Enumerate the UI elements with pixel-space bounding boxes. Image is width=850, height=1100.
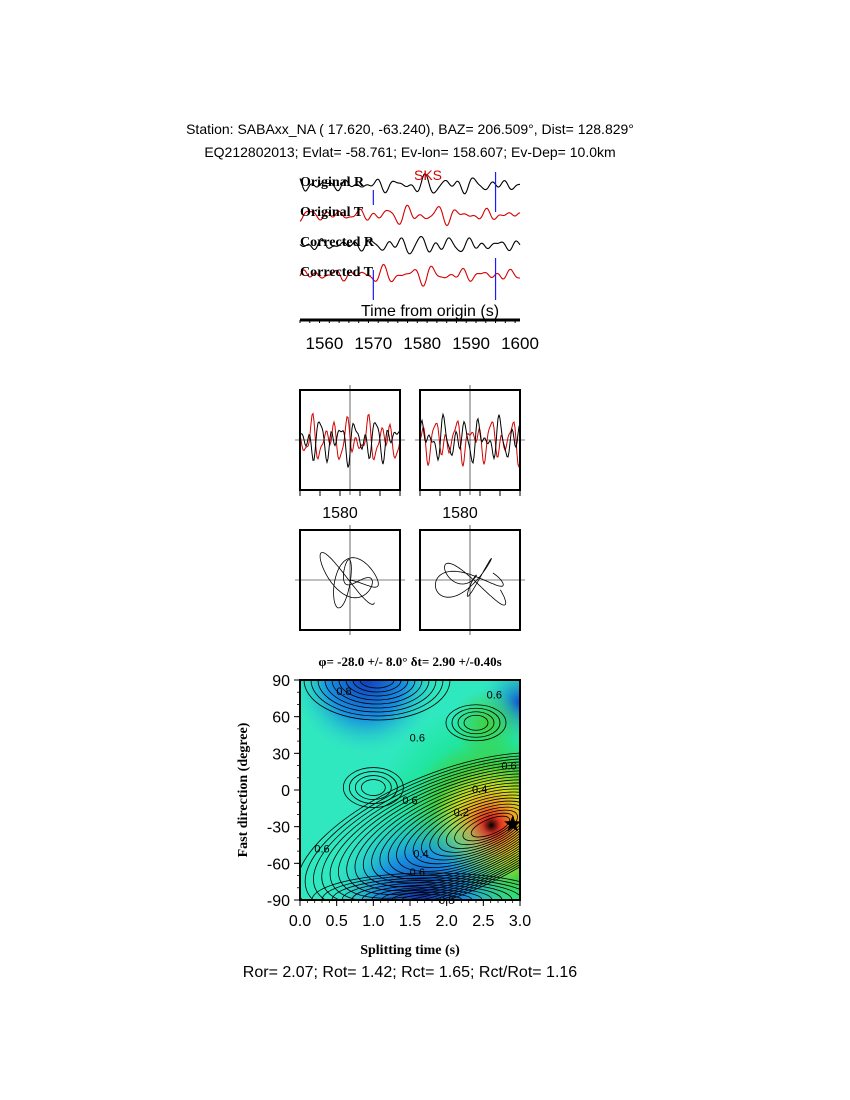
comparison-panel-1 [415, 385, 525, 496]
waveform-tick-label: 1600 [501, 334, 539, 353]
phase-label: SKS [414, 167, 443, 183]
waveform-xlabel: Time from origin (s) [360, 303, 500, 320]
grid-y-tick-label: 0 [281, 783, 290, 800]
waveform-tick-label: 1570 [354, 334, 393, 353]
grid-x-tick-label: 2.5 [472, 913, 495, 930]
contour-label-4: 0.6 [402, 794, 418, 807]
grid-xlabel: Splitting time (s) [360, 943, 460, 958]
grid-ylabel: Fast direction (degree) [236, 722, 251, 858]
grid-y-tick-label: -90 [266, 893, 290, 910]
trace-label-corrected-r: Corrected R [300, 235, 374, 250]
waveform-x-axis [300, 320, 539, 353]
contour-label-5: 0.4 [472, 783, 488, 796]
waveform-tick-label: 1560 [305, 334, 344, 353]
grid-x-tick-label: 3.0 [508, 913, 532, 930]
contour-label-8: 0.4 [413, 848, 429, 861]
contour-label-9: 0.6 [409, 866, 425, 879]
trace-label-corrected-t: Corrected T [300, 265, 373, 280]
contour-label-10: 0.8 [439, 895, 455, 907]
grid-title: φ= -28.0 +/- 8.0° δt= 2.90 +/-0.40s [318, 654, 502, 669]
comparison-tick-left: 1580 [322, 505, 358, 522]
grid-x-tick-label: 2.0 [435, 913, 458, 930]
contour-label-7: 0.6 [314, 843, 330, 856]
grid-y-tick-label: -30 [266, 819, 290, 837]
comparison-tick-right: 1580 [442, 505, 478, 522]
comparison-panels [295, 385, 525, 496]
grid-y-tick-label: 90 [272, 673, 290, 690]
grid-y-tick-label: -60 [266, 856, 290, 874]
particle-motion-panel-1 [415, 525, 525, 635]
grid-x-tick-label: 0.0 [288, 913, 312, 930]
grid-x-tick-label: 0.5 [325, 913, 348, 930]
contour-label-1: 0.6 [486, 689, 502, 702]
footer-ratios: Ror= 2.07; Rot= 1.42; Rct= 1.65; Rct/Rot= 1.16 [242, 964, 578, 981]
contour-label-2: 0.6 [409, 732, 425, 745]
trace-label-original-r: Original R [300, 175, 365, 190]
contour-label-3: 0.6 [501, 760, 517, 773]
contour-label-0: 0.8 [336, 686, 352, 698]
contour-label-6: 0.2 [453, 807, 469, 819]
grid-x-tick-label: 1.5 [398, 913, 422, 930]
waveform-tick-label: 1590 [452, 334, 491, 353]
grid-x-tick-label: 1.0 [362, 913, 385, 930]
waveform-tick-label: 1580 [403, 334, 442, 353]
particle-motion-panel-0 [295, 525, 405, 635]
trace-label-original-t: Original T [300, 205, 364, 220]
grid-y-tick-label: 60 [272, 709, 290, 727]
particle-motion-panels [295, 525, 525, 635]
grid-y-tick-label: 30 [272, 746, 290, 764]
header-station-line: Station: SABAxx_NA ( 17.620, -63.240), BAZ= 206.509°, Dist= 128.829° [186, 121, 634, 137]
header-event-line: EQ212802013; Evlat= -58.761; Ev-lon= 158.607; Ev-Dep= 10.0km [204, 144, 616, 160]
comparison-panel-0 [295, 385, 405, 496]
